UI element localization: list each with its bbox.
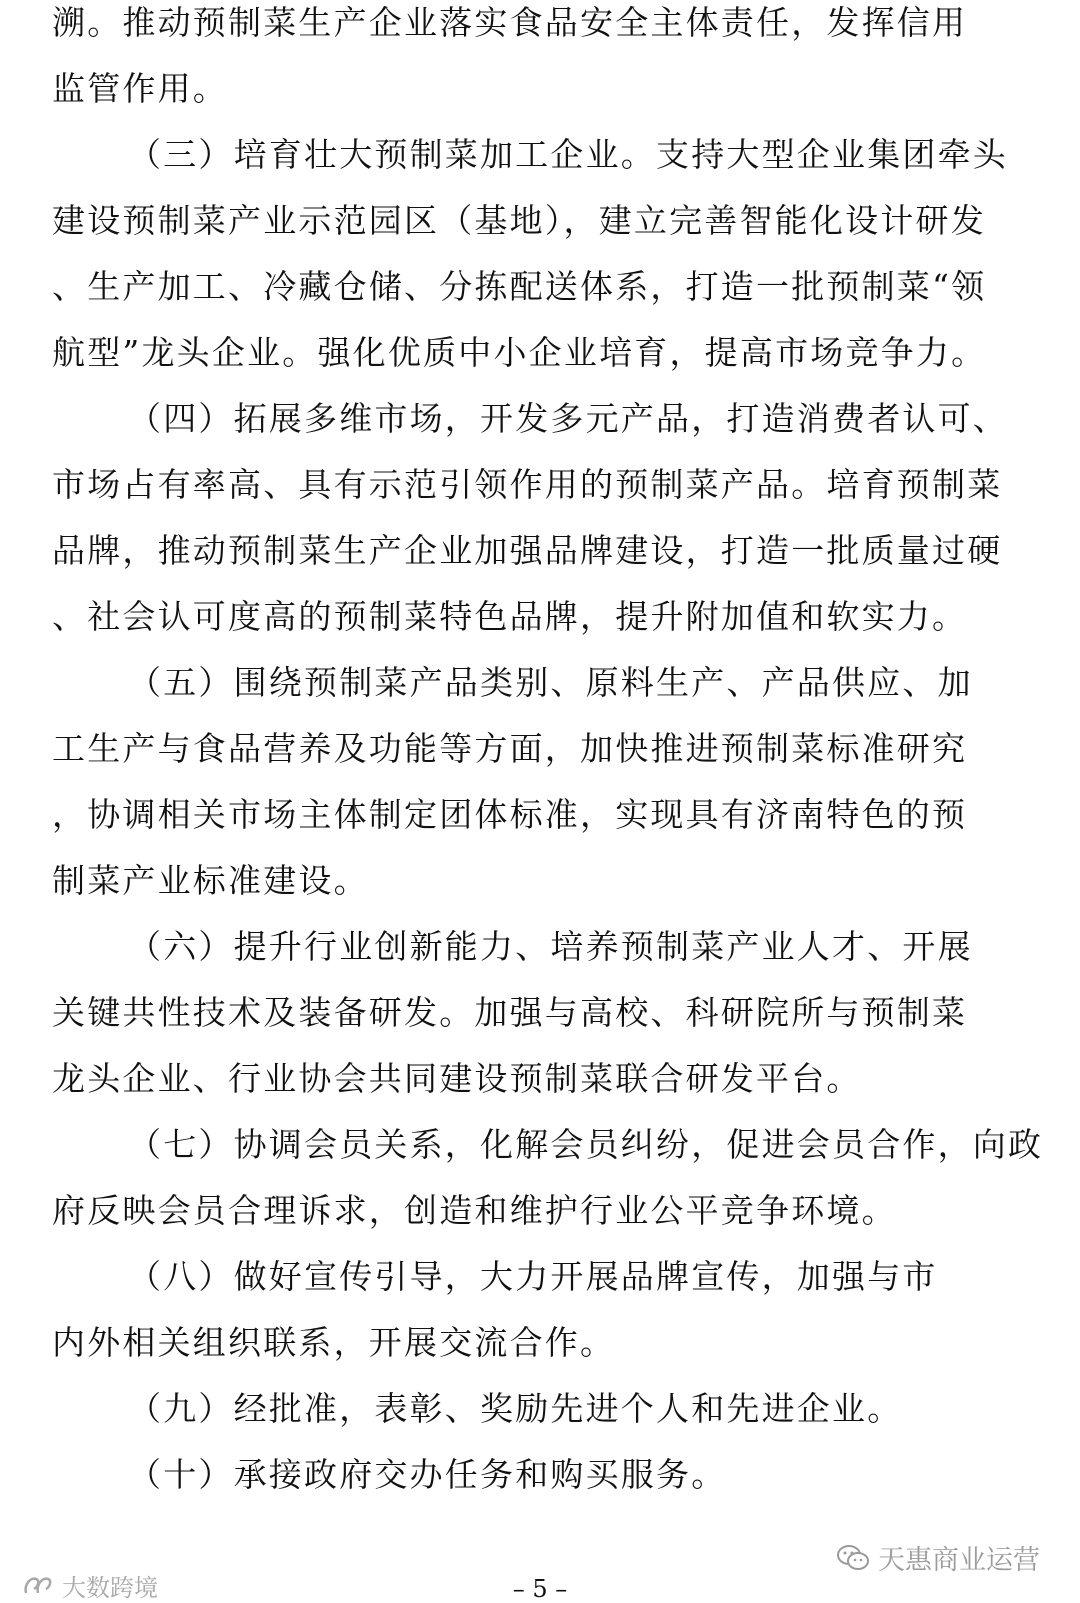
text-line: （六）提升行业创新能力、培养预制菜产业人才、开展 [128,927,973,966]
text-line: （三）培育壮大预制菜加工企业。支持大型企业集团牵头 [128,135,1008,174]
watermark-left-text: 大数跨境 [62,1574,158,1602]
text-line: （七）协调会员关系，化解会员纠纷，促进会员合作，向政 [128,1125,1044,1164]
text-line: 航型”龙头企业。强化优质中小企业培育，提高市场竞争力。 [52,333,987,372]
watermark-right-text: 天惠商业运营 [878,1545,1040,1576]
text-line: （九）经批准，表彰、奖励先进个人和先进企业。 [128,1389,903,1428]
text-line: 、社会认可度高的预制菜特色品牌，提升附加值和软实力。 [52,597,968,636]
text-line: ，协调相关市场主体制定团体标准，实现具有济南特色的预 [52,795,968,834]
logo-mark-icon [22,1573,56,1599]
text-line: 制菜产业标准建设。 [52,861,369,900]
watermark-right [836,1538,1040,1577]
text-line: 品牌，推动预制菜生产企业加强品牌建设，打造一批质量过硬 [52,531,1003,570]
text-line: 内外相关组织联系，开展交流合作。 [52,1323,616,1362]
text-line: （十）承接政府交办任务和购买服务。 [128,1455,727,1494]
text-line: （五）围绕预制菜产品类别、原料生产、产品供应、加 [128,663,973,702]
text-line: 、生产加工、冷藏仓储、分拣配送体系，打造一批预制菜“领 [52,267,987,306]
text-line: 建设预制菜产业示范园区（基地），建立完善智能化设计研发 [52,201,986,240]
text-line: 溯。推动预制菜生产企业落实食品安全主体责任，发挥信用 [52,3,968,42]
wechat-icon [836,1543,870,1573]
text-line: 监管作用。 [52,69,228,108]
text-line: （四）拓展多维市场，开发多元产品，打造消费者认可、 [128,399,1008,438]
text-line: （八）做好宣传引导，大力开展品牌宣传，加强与市 [128,1257,938,1296]
watermark-left [22,1568,158,1603]
text-line: 关键共性技术及装备研发。加强与高校、科研院所与预制菜 [52,993,968,1032]
page-number: – 5 – [512,1575,568,1603]
text-line: 府反映会员合理诉求，创造和维护行业公平竞争环境。 [52,1191,897,1230]
text-line: 市场占有率高、具有示范引领作用的预制菜产品。培育预制菜 [52,465,1003,504]
text-line: 龙头企业、行业协会共同建设预制菜联合研发平台。 [52,1059,862,1098]
text-line: 工生产与食品营养及功能等方面，加快推进预制菜标准研究 [52,729,968,768]
